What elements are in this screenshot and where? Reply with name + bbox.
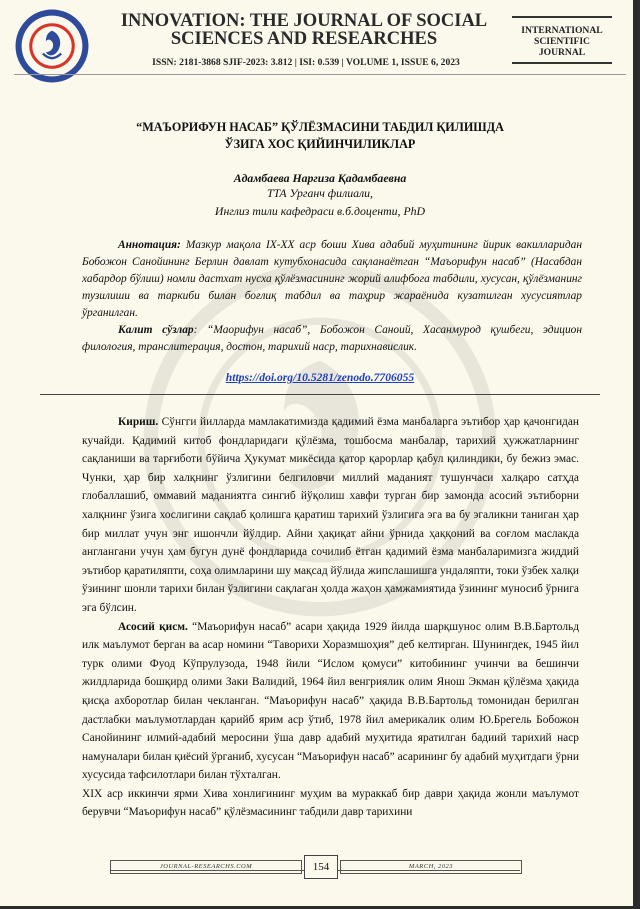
- abstract-label: Аннотация:: [118, 239, 181, 251]
- doi-link[interactable]: https://doi.org/10.5281/zenodo.7706055: [225, 371, 415, 384]
- main-paragraph: [82, 618, 579, 785]
- doi: [100, 371, 540, 384]
- keywords-label: Калит сўзлар: [118, 324, 194, 336]
- intro-text: Сўнгги йилларда мамлакатимизда қадимий ёзма манбаларга эътибор ҳар қачонгидан кучайди. Қадимий китоб фондларидаги қўлёзма, тошбосма манбалар, тарихий ҳужжатларнинг сақланиши ва тарғиботи бўйича Ҳукумат микёсида қатор қарорлар қабул қилиндики, бу бежиз эмас. Чунки, ҳар бир халқнинг ўзлигини белгиловчи миллий маданият тушунчаси халқаро сатҳда глобаллашиб, оммавий маданиятга сингиб йўқолиш хавфи турган бир замонда асосий эътиборни халқнинг ўзига хослигини сақлаб қолишга қаратиш тарихий ўзлигига эга ва бу эгаликни таниган ҳар бир миллат учун энг ишончли йўлдир. Айни ҳақиқат айни ўрнида ҳаққоний ва соғлом маслакда англангани учун ҳам бугун дунё фондларида сочилиб ётган қадимий ёзма манбаларимизга жиддий эътибор қаратиляпти, соҳа олимларини шу мақсад йўлида жипслашишга ундаляпти, токи ўзбек халқи ўзининг шонли тарихи билан ўзлигини сақлаган ҳолда жаҳон ҳамжамиятида ўзининг муносиб ўрнига эга бўлсин.: [82, 416, 579, 614]
- article-body: [82, 413, 579, 822]
- affiliation-position: Инглиз тили кафедраси в.б.доценти, PhD: [214, 204, 426, 218]
- journal-logo-icon: [14, 8, 90, 84]
- intro-paragraph: [82, 413, 579, 618]
- title-line: “МАЪОРИФУН НАСАБ” ҚЎЛЁЗМАСИНИ ТАБДИЛ ҚИЛИШДА: [136, 120, 504, 134]
- abstract: [82, 237, 582, 322]
- abstract-block: [82, 237, 582, 356]
- main-text: “Маъорифун насаб” асари ҳақида 1929 йилда шарқшунос олим В.В.Бартольд илк маълумот берган ва асар номини “Таворихи Хоразмшоҳия” деб келтирган. Шунингдек, 1945 йил турк олими Фуод Кўпрулузода, 1948 йили “Ислом қомуси” китобининг учинчи ва бешинчи жилдларида бошқирд олими Заки Валидий, 1964 йил венгриялик олим Янош Экман қўлёзма ҳақида қисқа ахборотлар билан чекланган. “Маъорифун насаб” ҳақида В.В.Бартольд томонидан берилган дастлабки маълумотлардан қарийб ярим аср ўтиб, 1978 йил америкалик олим Ю.Брегель Бобожон Санойининг илмий-адабий меросини ўша давр адабий муҳитида яратилган бадиий тарихий наср намуналари билан қиёсий ўрганиб, хусусан “Маъорифун насаб” асарининг бу адабий муҳитдаги ўрни хусусида тафсилотлари билан тўхталган.: [82, 620, 579, 782]
- journal-badge: [512, 16, 612, 64]
- title-line: ЎЗИГА ХОС ҚИЙИНЧИЛИКЛАР: [224, 137, 416, 151]
- article-title: [60, 119, 580, 153]
- footer-site: JOURNAL-RESEARCHS.COM: [110, 860, 302, 874]
- intro-label: Кириш.: [118, 416, 159, 428]
- keywords-text: : “Маорифун насаб”, Бобожон Саноий, Хасанмурод қушбеги, эдицион филология, транслитерация, достон, тарихий наср, тарихнавислик.: [82, 324, 582, 353]
- paragraph: XIX аср иккинчи ярми Хива хонлигининг муҳим ва мураккаб бир даври ҳақида жонли маълумот берувчи “Маъорифун насаб” қўлёзмасининг табдили давр тарихини: [82, 787, 579, 819]
- keywords: [82, 322, 582, 356]
- main-label: Асосий қисм.: [118, 620, 188, 633]
- footer-date: MARCH, 2023: [340, 860, 522, 874]
- affiliation: ТТА Урганч филиали,: [266, 186, 374, 200]
- abstract-text: Мазкур мақола IX-XX аср боши Хива адабий муҳитининг йирик вакилларидан Бобожон Санойининг Берлин давлат кутубхонасида сақланаётган “Маъорифун насаб” (Насабдан хабардор бўлиш) номли дастхат нусха қўлёзмасининг жорий алифбога табдили, хусусан, қўлёзманинг тузилиши ва таркиби билан боғлиқ табдил ва таҳрир жараёнида кузатилган хусусиятлар ўрганилган.: [82, 239, 582, 319]
- badge-line: JOURNAL: [538, 47, 586, 58]
- journal-title: INNOVATION: THE JOURNAL OF SOCIAL SCIENCES AND RESEARCHES: [120, 11, 488, 49]
- badge-line: SCIENTIFIC: [534, 36, 590, 47]
- issn-line: ISSN: 2181-3868 SJIF-2023: 3.812 | ISI: 0.539 | VOLUME 1, ISSUE 6, 2023: [152, 57, 460, 68]
- page-number: 154: [304, 855, 338, 879]
- viewer-edge: [633, 0, 640, 909]
- badge-line: INTERNATIONAL: [521, 25, 603, 36]
- author-name: Адамбаева Наргиза Қадамбаевна: [233, 171, 407, 185]
- header-divider: [14, 74, 626, 75]
- section-divider: [40, 394, 600, 395]
